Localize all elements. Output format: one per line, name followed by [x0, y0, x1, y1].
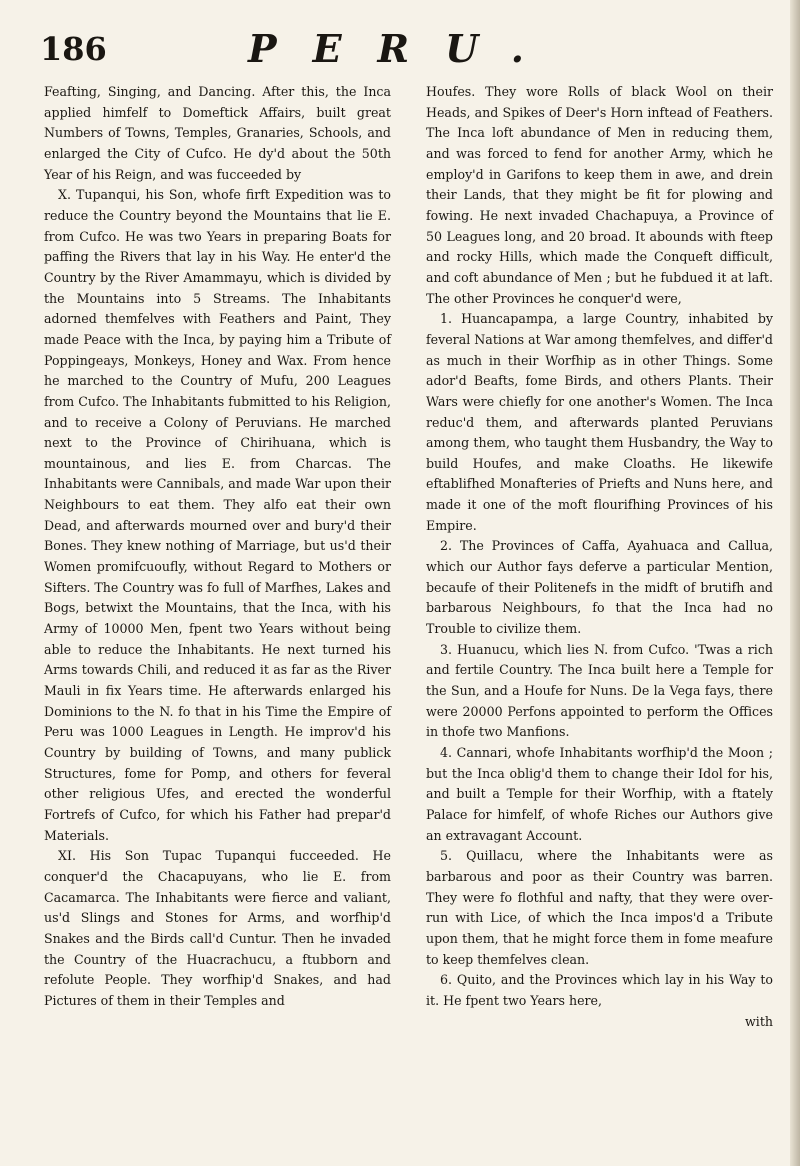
paragraph: 6. Quito, and the Provinces which lay in his Way to it. He fpent two Years here,	[426, 972, 773, 1008]
left-column	[44, 82, 391, 1012]
paragraph: X. Tupanqui, his Son, whofe firft Expedition was to reduce the Country beyond the Mountains that lie E. from Cufco. He was two Years in preparing Boats for paffing the Rivers that lay in his Way. He enter'd the Country by the River Amammayu, which is divided by the Mountains into 5 Streams. The Inhabitants adorned themfelves with Feathers and Paint, They made Peace with the Inca, by paying him a Tribute of Poppingeays, Monkeys, Honey and Wax. From hence he marched to the Country of Mufu, 200 Leagues from Cufco. The Inhabitants fubmitted to his Religion, and to receive a Colony of Peruvians. He marched next to the Province of Chirihuana, which is mountainous, and lies E. from Charcas. The Inhabitants were Cannibals, and made War upon their Neighbours to eat them. They alfo eat their own Dead, and afterwards mourned over and bury'd their Bones. They knew nothing of Marriage, but us'd their Women promifcuoufly, without Regard to Mothers or Sifters. The Country was fo full of Marfhes, Lakes and Bogs, betwixt the Mountains, that the Inca, with his Army of 10000 Men, fpent two Years without being able to reduce the Inhabitants. He next turned his Arms towards Chili, and reduced it as far as the River Mauli in fix Years time. He afterwards enlarged his Dominions to the N. fo that in his Time the Empire of Peru was 1000 Leagues in Length. He improv'd his Country by building of Towns, and many publick Structures, fome for Pomp, and others for feveral other religious Ufes, and erected the wonderful Fortrefs of Cufco, for which his Father had prepar'd Materials.	[44, 187, 391, 843]
paragraph: 4. Cannari, whofe Inhabitants worfhip'd the Moon ; but the Inca oblig'd them to change their Idol for his, and built a Temple for their Worfhip, with a ftately Palace for himfelf, of whofe Riches our Authors give an extravagant Account.	[426, 745, 773, 843]
paragraph: XI. His Son Tupac Tupanqui fucceeded. He conquer'd the Chacapuyans, who lie E. from Cacamarca. The Inhabitants were fierce and valiant, us'd Slings and Stones for Arms, and worfhip'd Snakes and the Birds call'd Cuntur. Then he invaded the Country of the Huacrachucu, a ftubborn and refolute People. They worfhip'd Snakes, and had Pictures of them in their Temples and	[44, 848, 391, 1008]
page-header	[38, 20, 770, 76]
paragraph: 3. Huanucu, which lies N. from Cufco. 'Twas a rich and fertile Country. The Inca built here a Temple for the Sun, and a Houfe for Nuns. De la Vega fays, there were 20000 Perfons appointed to perform the Offices in thofe two Manfions.	[426, 641, 773, 740]
paragraph: Feafting, Singing, and Dancing. After this, the Inca applied himfelf to Domeftick Affairs, built great Numbers of Towns, Temples, Granaries, Schools, and enlarged the City of Cufco. He dy'd about the 50th Year of his Reign, and was fucceeded by	[44, 84, 391, 182]
paragraph: 1. Huancapampa, a large Country, inhabited by feveral Nations at War among themfelves, and differ'd as much in their Worfhip as in other Things. Some ador'd Beafts, fome Birds, and others Plants. Their Wars were chiefly for one another's Women. The Inca reduc'd them, and afterwards planted Peruvians among them, who taught them Husbandry, the Way to build Houfes, and make Cloaths. He likewife eftablifhed Monafteries of Priefts and Nuns here, and made it one of the moft flourifhing Provinces of his Empire.	[426, 311, 773, 533]
page-number: 186	[40, 30, 107, 68]
right-column	[426, 82, 773, 1032]
paragraph: 5. Quillacu, where the Inhabitants were as barbarous and poor as their Country was barren. They were fo flothful and nafty, that they were over-run with Lice, of which the Inca impos'd a Tribute upon them, that he might force them in fome meafure to keep themfelves clean.	[426, 848, 773, 967]
page-edge-shadow	[790, 0, 800, 1166]
paragraph: Houfes. They wore Rolls of black Wool on their Heads, and Spikes of Deer's Horn inftead of Feathers. The Inca loft abundance of Men in reducing them, and was forced to fend for another Army, which he employ'd in Garifons to keep them in awe, and drein their Lands, that they might be fit for plowing and fowing. He next invaded Chachapuya, a Province of 50 Leagues long, and 20 broad. It abounds with fteep and rocky Hills, which made the Conqueft difficult, and coft abundance of Men ; but he fubdued it at laft. The other Provinces he conquer'd were,	[426, 84, 773, 306]
catchword: with	[745, 1013, 773, 1029]
paragraph: 2. The Provinces of Caffa, Ayahuaca and Callua, which our Author fays deferve a particular Mention, becaufe of their Politenefs in the midft of brutifh and barbarous Neighbours, fo that the Inca had no Trouble to civilize them.	[426, 538, 773, 637]
running-title: PERU.	[248, 26, 560, 71]
